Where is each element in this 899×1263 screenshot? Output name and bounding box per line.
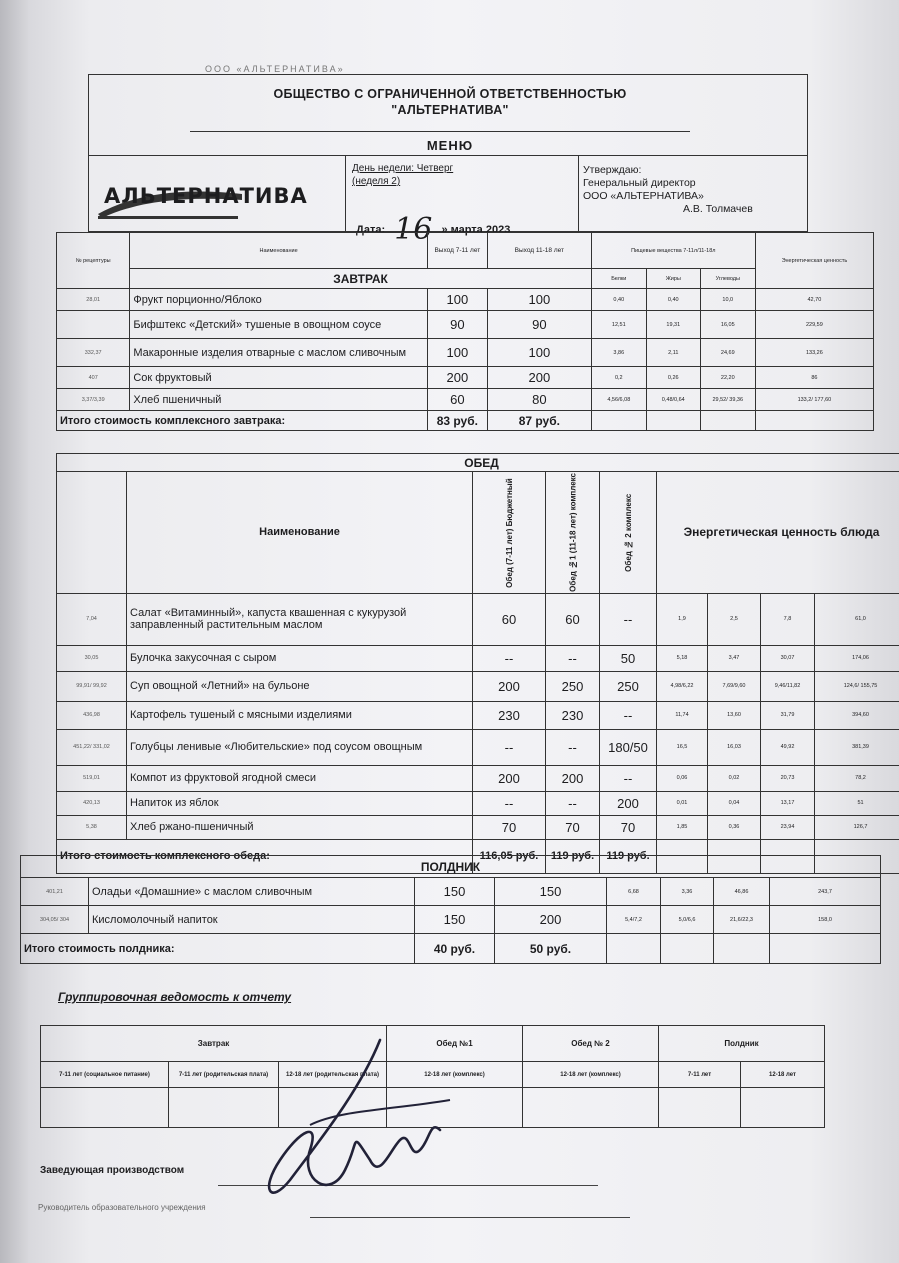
lunch-1: --: [546, 645, 600, 671]
out-7-11: 100: [427, 339, 487, 367]
menu-table: [56, 232, 874, 431]
lunch-total-label: Итого стоимость комплексного обеда:: [57, 839, 473, 873]
dish-name: Картофель тушеный с мясными изделиями: [127, 701, 473, 729]
snack-total-label: Итого стоимость полдника:: [21, 934, 415, 964]
breakfast-head-row: [57, 233, 874, 269]
table-row: [57, 765, 899, 791]
grouping-l2: 12-18 лет (комплекс): [523, 1062, 659, 1088]
recipe-code: 28,01: [57, 289, 130, 311]
breakfast-rows: [57, 289, 874, 411]
table-row: [57, 815, 899, 839]
energy: 133,26: [755, 339, 873, 367]
recipe-code: 30,05: [57, 645, 127, 671]
dish-name: Булочка закусочная с сыром: [127, 645, 473, 671]
dish-name: Кисломолочный напиток: [89, 906, 415, 934]
day-label: День недели: Четверг: [352, 163, 454, 174]
lunch-2: --: [600, 765, 657, 791]
carbs: 7,8: [761, 593, 815, 645]
lunch-2: 250: [600, 671, 657, 701]
breakfast-total-a: 83 руб.: [427, 411, 487, 431]
footer-head: Руководитель образовательного учреждения: [38, 1203, 206, 1212]
breakfast-total-label: Итого стоимость комплексного завтрака:: [57, 411, 428, 431]
grouping-snack: Полдник: [659, 1026, 825, 1062]
fat: 7,69/9,60: [708, 671, 761, 701]
org-line-2: "АЛЬТЕРНАТИВА": [391, 103, 509, 117]
fat: 13,60: [708, 701, 761, 729]
table-row: [57, 367, 874, 389]
lunch-budget: --: [473, 729, 546, 765]
energy: 61,0: [815, 593, 899, 645]
out-11-18: 90: [487, 311, 591, 339]
approve-org: ООО «АЛЬТЕРНАТИВА»: [583, 190, 704, 202]
recipe-code: 3,37/3,39: [57, 389, 130, 411]
lunch-2: 180/50: [600, 729, 657, 765]
energy: 42,70: [755, 289, 873, 311]
protein: 5,4/7,2: [607, 906, 661, 934]
protein: 0,06: [657, 765, 708, 791]
lunch-1: --: [546, 791, 600, 815]
company-logo: [92, 176, 330, 222]
grouping-b1: 7-11 лет (социальное питание): [41, 1062, 169, 1088]
protein: 12,51: [591, 311, 646, 339]
out-11-18: 150: [495, 878, 607, 906]
energy: 86: [755, 367, 873, 389]
grouping-lunch2: Обед № 2: [523, 1026, 659, 1062]
lunch-title-row: [57, 454, 899, 472]
approval-block: [583, 164, 753, 216]
table-row: [57, 791, 899, 815]
date-month-year: » марта 2023: [441, 224, 511, 236]
lunch-title: ОБЕД: [57, 454, 899, 472]
table-row: [57, 389, 874, 411]
belki-header: Белки: [591, 269, 646, 289]
carbs: 30,07: [761, 645, 815, 671]
energy: 133,2/ 177,60: [755, 389, 873, 411]
dish-name: Хлеб пшеничный: [130, 389, 427, 411]
org-name: [95, 86, 805, 118]
approve-director-name: А.В. Толмачев: [683, 203, 753, 215]
protein: 6,68: [607, 878, 661, 906]
fat: 19,31: [646, 311, 700, 339]
date-label: Дата:: [356, 224, 386, 236]
lunch-budget: 60: [473, 593, 546, 645]
table-row: [57, 289, 874, 311]
out2-header: Выход 11-18 лет: [487, 233, 591, 269]
fat: 3,36: [661, 878, 714, 906]
protein: 1,9: [657, 593, 708, 645]
fat: 0,36: [708, 815, 761, 839]
out-7-11: 200: [427, 367, 487, 389]
signature-icon: [250, 1030, 480, 1220]
grouping-cell[interactable]: [41, 1088, 169, 1128]
table-row: [57, 701, 899, 729]
carbs: 20,73: [761, 765, 815, 791]
lunch-rows: [57, 593, 899, 839]
lunch-budget: --: [473, 791, 546, 815]
fat: 0,40: [646, 289, 700, 311]
table-row: [21, 906, 881, 934]
dish-name: Оладьи «Домашние» с маслом сливочным: [89, 878, 415, 906]
paper-edge: [0, 0, 28, 1263]
table-row: [57, 311, 874, 339]
protein: 0,01: [657, 791, 708, 815]
fat: 2,5: [708, 593, 761, 645]
recipe-no-header: № рецептуры: [57, 233, 130, 289]
table-row: [57, 729, 899, 765]
dish-name: Салат «Витаминный», капуста квашенная с кукурузой заправленный растительным маслом: [127, 593, 473, 645]
table-row: [57, 645, 899, 671]
grouping-breakfast: Завтрак: [41, 1026, 387, 1062]
carbs: 22,20: [700, 367, 755, 389]
table-row: [57, 671, 899, 701]
dish-name: Голубцы ленивые «Любительские» под соусом овощным: [127, 729, 473, 765]
carbs: 31,79: [761, 701, 815, 729]
breakfast-total-row: [57, 411, 874, 431]
dish-name: Бифштекс «Детский» тушеные в овощном соусе: [130, 311, 427, 339]
date-day: 16: [394, 212, 433, 247]
recipe-code: 407: [57, 367, 130, 389]
out-11-18: 100: [487, 339, 591, 367]
recipe-code: 304,05/ 304: [21, 906, 89, 934]
fat: 0,04: [708, 791, 761, 815]
fat: 16,03: [708, 729, 761, 765]
energy: 124,6/ 155,75: [815, 671, 899, 701]
protein: 4,56/6,08: [591, 389, 646, 411]
grouping-lunch1: Обед №1: [387, 1026, 523, 1062]
fat: 2,11: [646, 339, 700, 367]
energy-header: Энергетическая ценность: [755, 233, 873, 289]
zhiry-header: Жиры: [646, 269, 700, 289]
lunch-1: 230: [546, 701, 600, 729]
lunch-1: 60: [546, 593, 600, 645]
breakfast-title-row: [57, 269, 874, 289]
recipe-code: 332,37: [57, 339, 130, 367]
org-line-1: ОБЩЕСТВО С ОГРАНИЧЕННОЙ ОТВЕТСТВЕННОСТЬЮ: [273, 87, 627, 101]
energy: 51: [815, 791, 899, 815]
recipe-code: 99,91/ 99,92: [57, 671, 127, 701]
header-vline-1: [345, 155, 346, 232]
dish-name: Сок фруктовый: [130, 367, 427, 389]
carbs: 16,05: [700, 311, 755, 339]
out-11-18: 100: [487, 289, 591, 311]
grouping-b3: 12-18 лет (родительская плата): [279, 1062, 387, 1088]
dish-name: Напиток из яблок: [127, 791, 473, 815]
protein: 5,18: [657, 645, 708, 671]
grouping-b2: 7-11 лет (родительская плата): [169, 1062, 279, 1088]
breakfast-total-b: 87 руб.: [487, 411, 591, 431]
protein: 1,85: [657, 815, 708, 839]
out-7-11: 150: [415, 906, 495, 934]
dish-name: Компот из фруктовой ягодной смеси: [127, 765, 473, 791]
lunch-2: 50: [600, 645, 657, 671]
recipe-code: 401,21: [21, 878, 89, 906]
lunch-col1-header: Обед (7-11 лет) Бюджетный: [473, 472, 546, 594]
dish-name: Фрукт порционно/Яблоко: [130, 289, 427, 311]
protein: 0,2: [591, 367, 646, 389]
out-7-11: 90: [427, 311, 487, 339]
org-underline: [190, 131, 690, 132]
table-row: [57, 593, 899, 645]
snack-rows: [21, 878, 881, 934]
out-11-18: 200: [487, 367, 591, 389]
grouping-l1: 12-18 лет (комплекс): [387, 1062, 523, 1088]
day-info: [352, 162, 453, 188]
carbs: 24,69: [700, 339, 755, 367]
fat: 0,02: [708, 765, 761, 791]
energy: 394,60: [815, 701, 899, 729]
snack-total-a: 40 руб.: [415, 934, 495, 964]
recipe-code: 7,04: [57, 593, 127, 645]
header-divider: [88, 155, 808, 156]
lunch-total-c: 119 руб.: [600, 839, 657, 873]
protein: 4,98/6,22: [657, 671, 708, 701]
protein: 3,86: [591, 339, 646, 367]
carbs: 21,6/22,3: [714, 906, 770, 934]
energy: 174,06: [815, 645, 899, 671]
grouping-cell[interactable]: [659, 1088, 741, 1128]
grouping-s1: 7-11 лет: [659, 1062, 741, 1088]
lunch-name-header: Наименование: [127, 472, 473, 594]
lunch-col3-header: Обед № 2 комплекс: [600, 472, 657, 594]
lunch-budget: 200: [473, 671, 546, 701]
out-11-18: 80: [487, 389, 591, 411]
fat: 0,26: [646, 367, 700, 389]
energy: 243,7: [770, 878, 881, 906]
fat: 0,48/0,64: [646, 389, 700, 411]
recipe-code: 420,13: [57, 791, 127, 815]
energy: 126,7: [815, 815, 899, 839]
dish-name: Суп овощной «Летний» на бульоне: [127, 671, 473, 701]
carbs: 46,86: [714, 878, 770, 906]
lunch-2: 70: [600, 815, 657, 839]
carbs: 13,17: [761, 791, 815, 815]
approve-label: Утверждаю:: [583, 164, 642, 176]
lunch-head-row: [57, 472, 899, 594]
recipe-code: 451,22/ 331,02: [57, 729, 127, 765]
lunch-budget: 230: [473, 701, 546, 729]
out-7-11: 150: [415, 878, 495, 906]
recipe-code: [57, 311, 130, 339]
recipe-code: 5,38: [57, 815, 127, 839]
energy: 78,2: [815, 765, 899, 791]
breakfast-title: ЗАВТРАК: [130, 269, 591, 289]
lunch-total-a: 116,05 руб.: [473, 839, 546, 873]
grouping-title: Группировочная ведомость к отчету: [58, 990, 292, 1004]
lunch-1: 200: [546, 765, 600, 791]
nutrients-header: Пищевые вещества 7-11л/11-18л: [591, 233, 755, 269]
fat: 5,0/6,6: [661, 906, 714, 934]
dish-name: Хлеб ржано-пшеничный: [127, 815, 473, 839]
lunch-budget: 200: [473, 765, 546, 791]
out-7-11: 100: [427, 289, 487, 311]
lunch-budget: --: [473, 645, 546, 671]
out-11-18: 200: [495, 906, 607, 934]
carbs: 9,46/11,82: [761, 671, 815, 701]
lunch-2: --: [600, 701, 657, 729]
fat: 3,47: [708, 645, 761, 671]
snack-table: [20, 855, 881, 964]
protein: 0,40: [591, 289, 646, 311]
lunch-1: 70: [546, 815, 600, 839]
protein: 16,5: [657, 729, 708, 765]
name-header: Наименование: [130, 233, 427, 269]
lunch-budget: 70: [473, 815, 546, 839]
lunch-2: --: [600, 593, 657, 645]
lunch-2: 200: [600, 791, 657, 815]
energy: 229,59: [755, 311, 873, 339]
approve-position: Генеральный директор: [583, 177, 696, 189]
lunch-1: --: [546, 729, 600, 765]
carbs: 29,52/ 39,36: [700, 389, 755, 411]
ugl-header: Углеводы: [700, 269, 755, 289]
grouping-cell[interactable]: [741, 1088, 825, 1128]
recipe-code: 436,98: [57, 701, 127, 729]
energy: 381,39: [815, 729, 899, 765]
lunch-col2-header: Обед №1 (11-18 лет) комплекс: [546, 472, 600, 594]
snack-title-row: [21, 856, 881, 878]
snack-title: ПОЛДНИК: [21, 856, 881, 878]
dish-name: Макаронные изделия отварные с маслом сливочным: [130, 339, 427, 367]
logo-text: АЛЬТЕРНАТИВА: [104, 184, 308, 208]
lunch-energy-header: Энергетическая ценность блюда: [657, 472, 899, 594]
carbs: 49,92: [761, 729, 815, 765]
carbs: 23,94: [761, 815, 815, 839]
carbs: 10,0: [700, 289, 755, 311]
energy: 158,0: [770, 906, 881, 934]
header-vline-2: [578, 155, 579, 232]
out1-header: Выход 7-11 лет: [427, 233, 487, 269]
snack-total-row: [21, 934, 881, 964]
out-7-11: 60: [427, 389, 487, 411]
footer-manager: Заведующая производством: [40, 1165, 185, 1176]
table-row: [21, 878, 881, 906]
grouping-cell[interactable]: [523, 1088, 659, 1128]
top-faint-text: ООО «АЛЬТЕРНАТИВА»: [205, 64, 345, 74]
recipe-code: 519,01: [57, 765, 127, 791]
week-label: (неделя 2): [352, 176, 401, 187]
table-row: [57, 339, 874, 367]
snack-total-b: 50 руб.: [495, 934, 607, 964]
lunch-total-b: 119 руб.: [546, 839, 600, 873]
lunch-table: [56, 453, 899, 874]
grouping-s2: 12-18 лет: [741, 1062, 825, 1088]
menu-title: МЕНЮ: [426, 138, 474, 153]
lunch-1: 250: [546, 671, 600, 701]
protein: 11,74: [657, 701, 708, 729]
